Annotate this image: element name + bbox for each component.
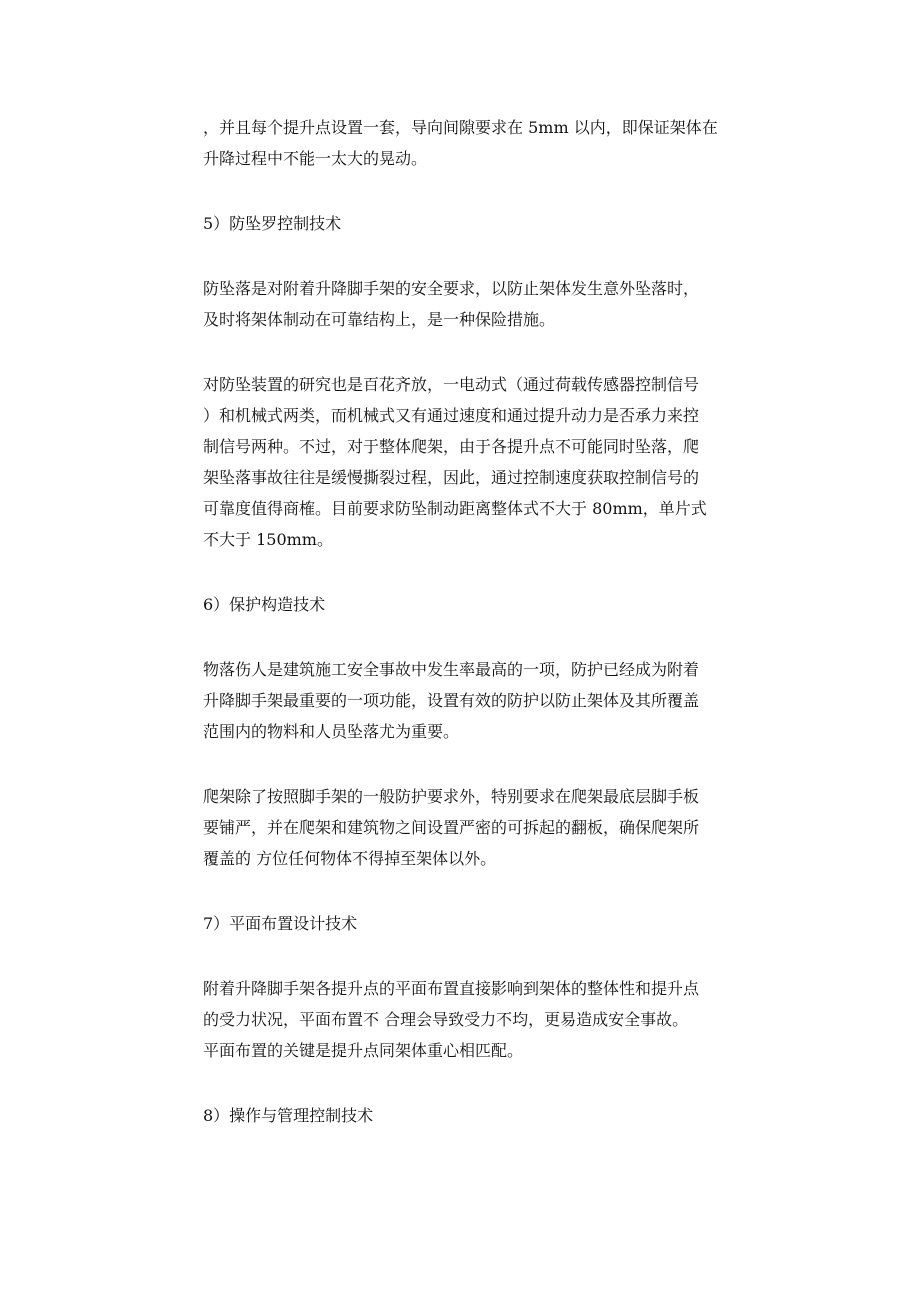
text-line: 及时将架体制动在可靠结构上，是一种保险措施。: [203, 310, 556, 329]
text-line: 防坠落是对附着升降脚手架的安全要求，以防止架体发生意外坠落时，: [203, 279, 700, 298]
text-line: 要铺严，并在爬架和建筑物之间设置严密的可拆起的翻板，确保爬架所: [203, 818, 700, 837]
section-heading-5: 5）防坠罗控制技术: [203, 214, 342, 233]
text-line: 附着升降脚手架各提升点的平面布置直接影响到架体的整体性和提升点: [203, 979, 700, 998]
paragraph-guide-clearance: [203, 112, 783, 174]
text-line: 范围内的物料和人员坠落尤为重要。: [203, 722, 460, 741]
text-line: ）和机械式两类，而机械式又有通过速度和通过提升动力是否承力来控: [203, 406, 700, 425]
paragraph-protection-requirements: [203, 781, 783, 874]
paragraph-fall-prevention: [203, 273, 783, 335]
paragraph-falling-objects: [203, 654, 783, 747]
text-line: 升降脚手架最重要的一项功能，设置有效的防护以防止架体及其所覆盖: [203, 691, 700, 710]
paragraph-layout-design: [203, 973, 783, 1066]
section-heading-7: 7）平面布置设计技术: [203, 914, 358, 933]
text-line: 的受力状况，平面布置不 合理会导致受力不均，更易造成安全事故。: [203, 1010, 689, 1029]
section-heading-6: 6）保护构造技术: [203, 595, 326, 614]
text-line: 升降过程中不能一太大的晃动。: [203, 149, 428, 168]
text-line: 对防坠装置的研究也是百花齐放，一电动式（通过荷载传感器控制信号: [203, 375, 700, 394]
text-line: 覆盖的 方位任何物体不得掉至架体以外。: [203, 849, 497, 868]
text-line: 物落伤人是建筑施工安全事故中发生率最高的一项，防护已经成为附着: [203, 660, 700, 679]
text-line: ，并且每个提升点设置一套，导向间隙要求在 5mm 以内，即保证架体在: [203, 118, 718, 137]
section-heading-8: 8）操作与管理控制技术: [203, 1106, 374, 1125]
text-line: 不大于 150mm。: [203, 530, 333, 549]
text-line: 平面布置的关键是提升点同架体重心相匹配。: [203, 1041, 524, 1060]
paragraph-fall-device-research: [203, 369, 783, 555]
text-line: 爬架除了按照脚手架的一般防护要求外，特别要求在爬架最底层脚手板: [203, 787, 700, 806]
text-line: 可靠度值得商榷。目前要求防坠制动距离整体式不大于 80mm，单片式: [203, 499, 707, 518]
text-line: 架坠落事故往往是缓慢撕裂过程，因此，通过控制速度获取控制信号的: [203, 468, 700, 487]
text-line: 制信号两种。不过，对于整体爬架，由于各提升点不可能同时坠落，爬: [203, 437, 700, 456]
document-page: [203, 112, 783, 1131]
